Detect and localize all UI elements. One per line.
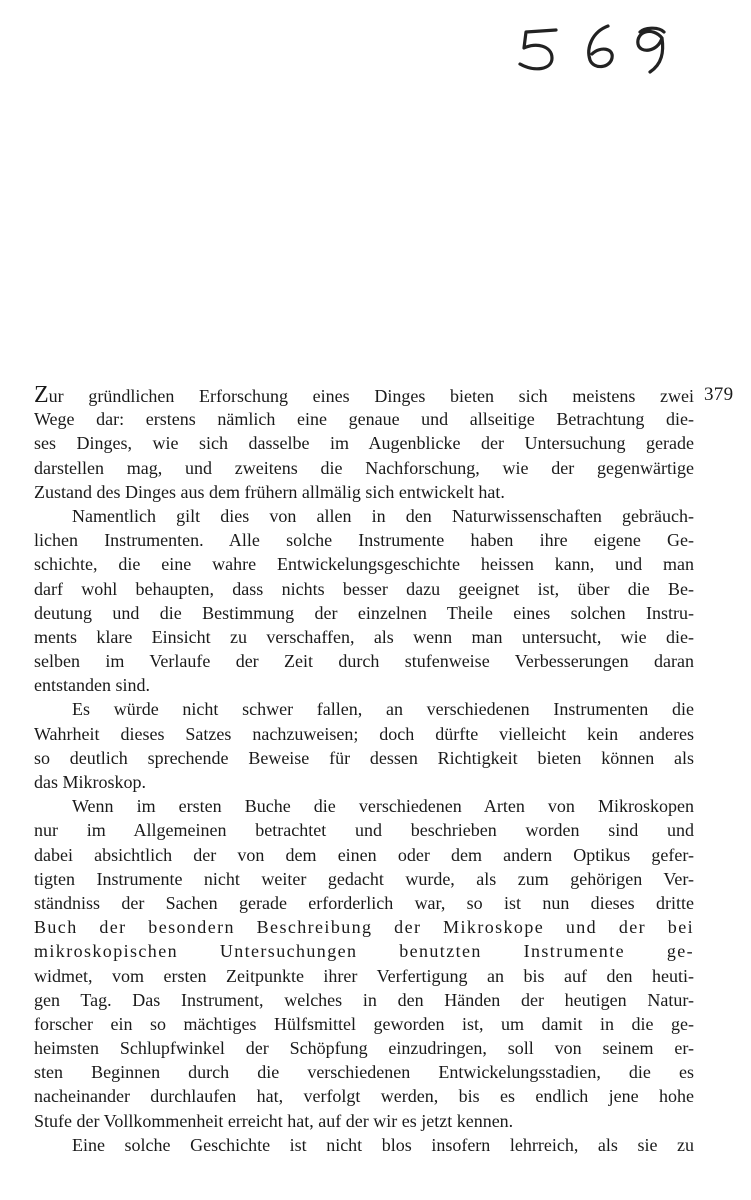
text-line: deutung und die Bestimmung der einzelnen Theile eines solchen Instru-	[34, 602, 694, 623]
text-line: forscher ein so mächtiges Hülfsmittel geworden ist, um damit in die ge-	[34, 1013, 694, 1034]
text-line: gen Tag. Das Instrument, welches in den Händen der heutigen Natur-	[34, 989, 694, 1010]
text-line: das Mikroskop.	[34, 772, 146, 792]
text-line: widmet, vom ersten Zeitpunkte ihrer Verfertigung an bis auf den heuti-	[34, 965, 694, 986]
text-line: sten Beginnen durch die verschiedenen Entwickelungsstadien, die es	[34, 1062, 694, 1083]
body-text	[34, 383, 694, 1157]
text-line: Wahrheit dieses Satzes nachzuweisen; doch dürfte vielleicht kein anderes	[34, 723, 694, 744]
text-line: heimsten Schlupfwinkel der Schöpfung einzudringen, soll von seinem er-	[34, 1038, 694, 1059]
text-line: mikroskopischen Untersuchungen benutzten Instrumente ge-	[34, 941, 694, 962]
text-line: Zur gründlichen Erforschung eines Dinges bieten sich meistens zwei	[34, 382, 694, 408]
text-line: tigten Instrumente nicht weiter gedacht wurde, als zum gehörigen Ver-	[34, 868, 694, 889]
text-line: Stufe der Vollkommenheit erreicht hat, auf der wir es jetzt kennen.	[34, 1110, 514, 1131]
handwritten-page-number	[512, 18, 682, 76]
text-line: ses Dinges, wie sich dasselbe im Augenblicke der Untersuchung gerade	[34, 433, 694, 454]
text-line: lichen Instrumenten. Alle solche Instrumente haben ihre eigene Ge-	[34, 530, 694, 551]
text-line: Namentlich gilt dies von allen in den Naturwissenschaften gebräuch-	[72, 505, 694, 526]
text-line: dabei absichtlich der von dem einen oder dem andern Optikus gefer-	[34, 844, 694, 865]
handwritten-number-drawing	[512, 18, 682, 76]
page-number: 379	[704, 384, 734, 405]
text-line: Wege dar: erstens nämlich eine genaue und allseitige Betrachtung die-	[34, 409, 694, 430]
text-line: ments klare Einsicht zu verschaffen, als wenn man untersucht, wie die-	[34, 626, 694, 647]
text-line: nacheinander durchlaufen hat, verfolgt werden, bis es endlich jene hohe	[34, 1086, 694, 1107]
text-line: Eine solche Geschichte ist nicht blos insofern lehrreich, als sie zu	[72, 1134, 694, 1155]
text-line: nur im Allgemeinen betrachtet und beschrieben worden sind und	[34, 820, 694, 841]
text-line: entstanden sind.	[34, 675, 150, 696]
text-line: darstellen mag, und zweitens die Nachforschung, wie der gegenwärtige	[34, 457, 694, 478]
text-line: darf wohl behaupten, dass nichts besser dazu geeignet ist, über die Be-	[34, 578, 694, 599]
text-line: Buch der besondern Beschreibung der Mikroskope und der bei	[34, 917, 694, 938]
text-line: selben im Verlaufe der Zeit durch stufenweise Verbesserungen daran	[34, 651, 694, 672]
text-line: schichte, die eine wahre Entwickelungsgeschichte heissen kann, und man	[34, 554, 694, 575]
text-line: Zustand des Dinges aus dem frühern allmälig sich entwickelt hat.	[34, 481, 505, 502]
text-line: Wenn im ersten Buche die verschiedenen Arten von Mikroskopen	[72, 796, 694, 817]
text-line: Es würde nicht schwer fallen, an verschiedenen Instrumenten die	[72, 699, 694, 720]
text-line: ständniss der Sachen gerade erforderlich war, so ist nun dieses dritte	[34, 892, 694, 913]
text-line: so deutlich sprechende Beweise für dessen Richtigkeit bieten können als	[34, 747, 694, 768]
